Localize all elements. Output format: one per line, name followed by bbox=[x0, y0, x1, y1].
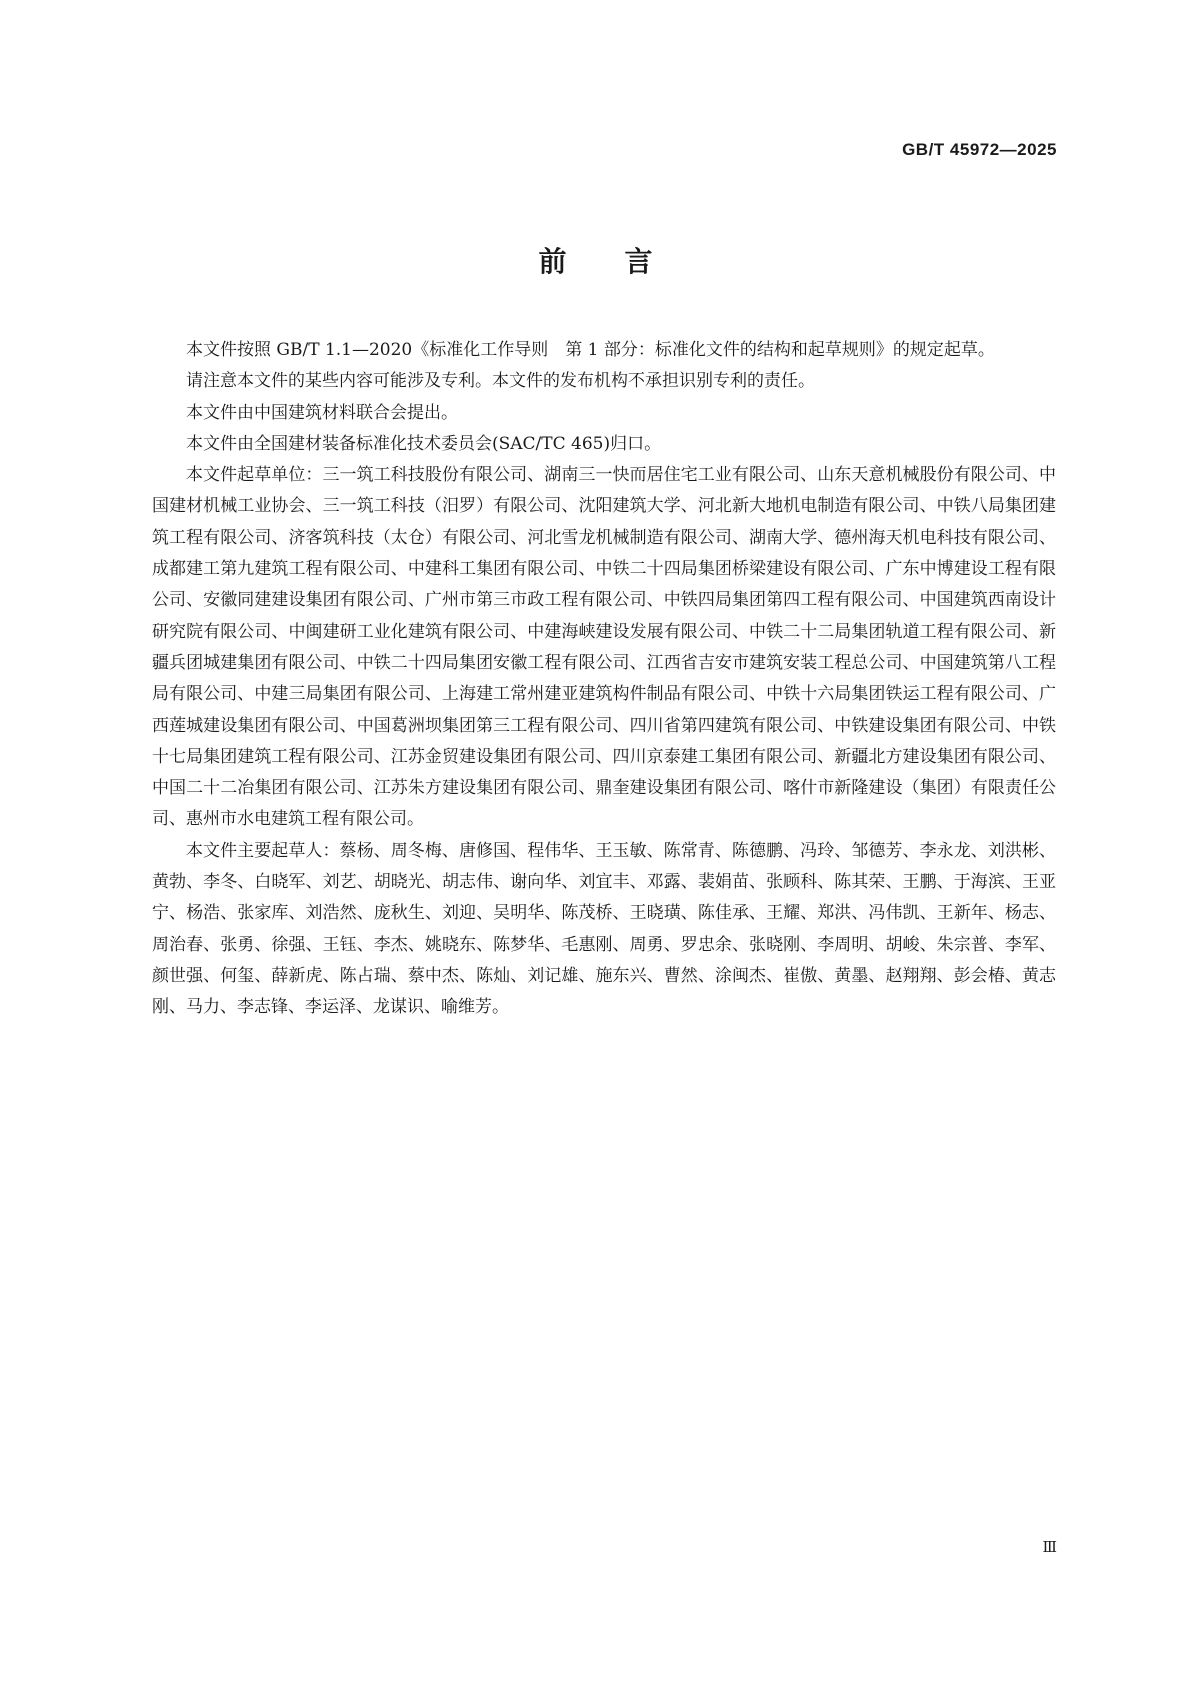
page-number: Ⅲ bbox=[1042, 1538, 1057, 1556]
paragraph-drafting-rules: 本文件按照 GB/T 1.1—2020《标准化工作导则 第 1 部分：标准化文件的结构和起草规则》的规定起草。 bbox=[186, 340, 995, 360]
paragraph-drafters: 本文件主要起草人：蔡杨、周冬梅、唐修国、程伟华、王玉敏、陈常青、陈德鹏、冯玲、邹德芳、李永龙、刘洪彬、黄勃、李冬、白晓军、刘艺、胡晓光、胡志伟、谢向华、刘宜丰、邓露、裴娟苗、张顾科、陈其荣、王鹏、于海滨、王亚宁、杨浩、张家库、刘浩然、庞秋生、刘迎、吴明华、陈茂桥、王晓璜、陈佳承、王耀、郑洪、冯伟凯、王新年、杨志、周治春、张勇、徐强、王钰、李杰、姚晓东、陈梦华、毛惠刚、周勇、罗忠余、张晓刚、李周明、胡峻、朱宗普、李军、颜世强、何玺、薛新虎、陈占瑞、蔡中杰、陈灿、刘记雄、施东兴、曹然、涂闽杰、崔傲、黄墨、赵翔翔、彭会椿、黄志刚、马力、李志锋、李运泽、龙谋识、喻维芳。 bbox=[152, 840, 1056, 1018]
document-body bbox=[152, 335, 1056, 1024]
page-title: 前言 bbox=[538, 245, 711, 278]
standard-code: GB/T 45972—2025 bbox=[902, 140, 1057, 159]
paragraph-drafting-units: 本文件起草单位：三一筑工科技股份有限公司、湖南三一快而居住宅工业有限公司、山东天意机械股份有限公司、中国建材机械工业协会、三一筑工科技（汨罗）有限公司、沈阳建筑大学、河北新大地机电制造有限公司、中铁八局集团建筑工程有限公司、济客筑科技（太仓）有限公司、河北雪龙机械制造有限公司、湖南大学、德州海天机电科技有限公司、成都建工第九建筑工程有限公司、中建科工集团有限公司、中铁二十四局集团桥梁建设有限公司、广东中博建设工程有限公司、安徽同建建设集团有限公司、广州市第三市政工程有限公司、中铁四局集团第四工程有限公司、中国建筑西南设计研究院有限公司、中闽建研工业化建筑有限公司、中建海峡建设发展有限公司、中铁二十二局集团轨道工程有限公司、新疆兵团城建集团有限公司、中铁二十四局集团安徽工程有限公司、江西省吉安市建筑安装工程总公司、中国建筑第八工程局有限公司、中建三局集团有限公司、上海建工常州建亚建筑构件制品有限公司、中铁十六局集团铁运工程有限公司、广西莲城建设集团有限公司、中国葛洲坝集团第三工程有限公司、四川省第四建筑有限公司、中铁建设集团有限公司、中铁十七局集团建筑工程有限公司、江苏金贸建设集团有限公司、四川京泰建工集团有限公司、新疆北方建设集团有限公司、中国二十二冶集团有限公司、江苏朱方建设集团有限公司、鼎奎建设集团有限公司、喀什市新隆建设（集团）有限责任公司、惠州市水电建筑工程有限公司。 bbox=[152, 465, 1056, 830]
paragraph-technical-committee: 本文件由全国建材装备标准化技术委员会(SAC/TC 465)归口。 bbox=[186, 433, 662, 454]
paragraph-proposer: 本文件由中国建筑材料联合会提出。 bbox=[186, 402, 458, 423]
paragraph-patent-notice: 请注意本文件的某些内容可能涉及专利。本文件的发布机构不承担识别专利的责任。 bbox=[186, 371, 815, 392]
